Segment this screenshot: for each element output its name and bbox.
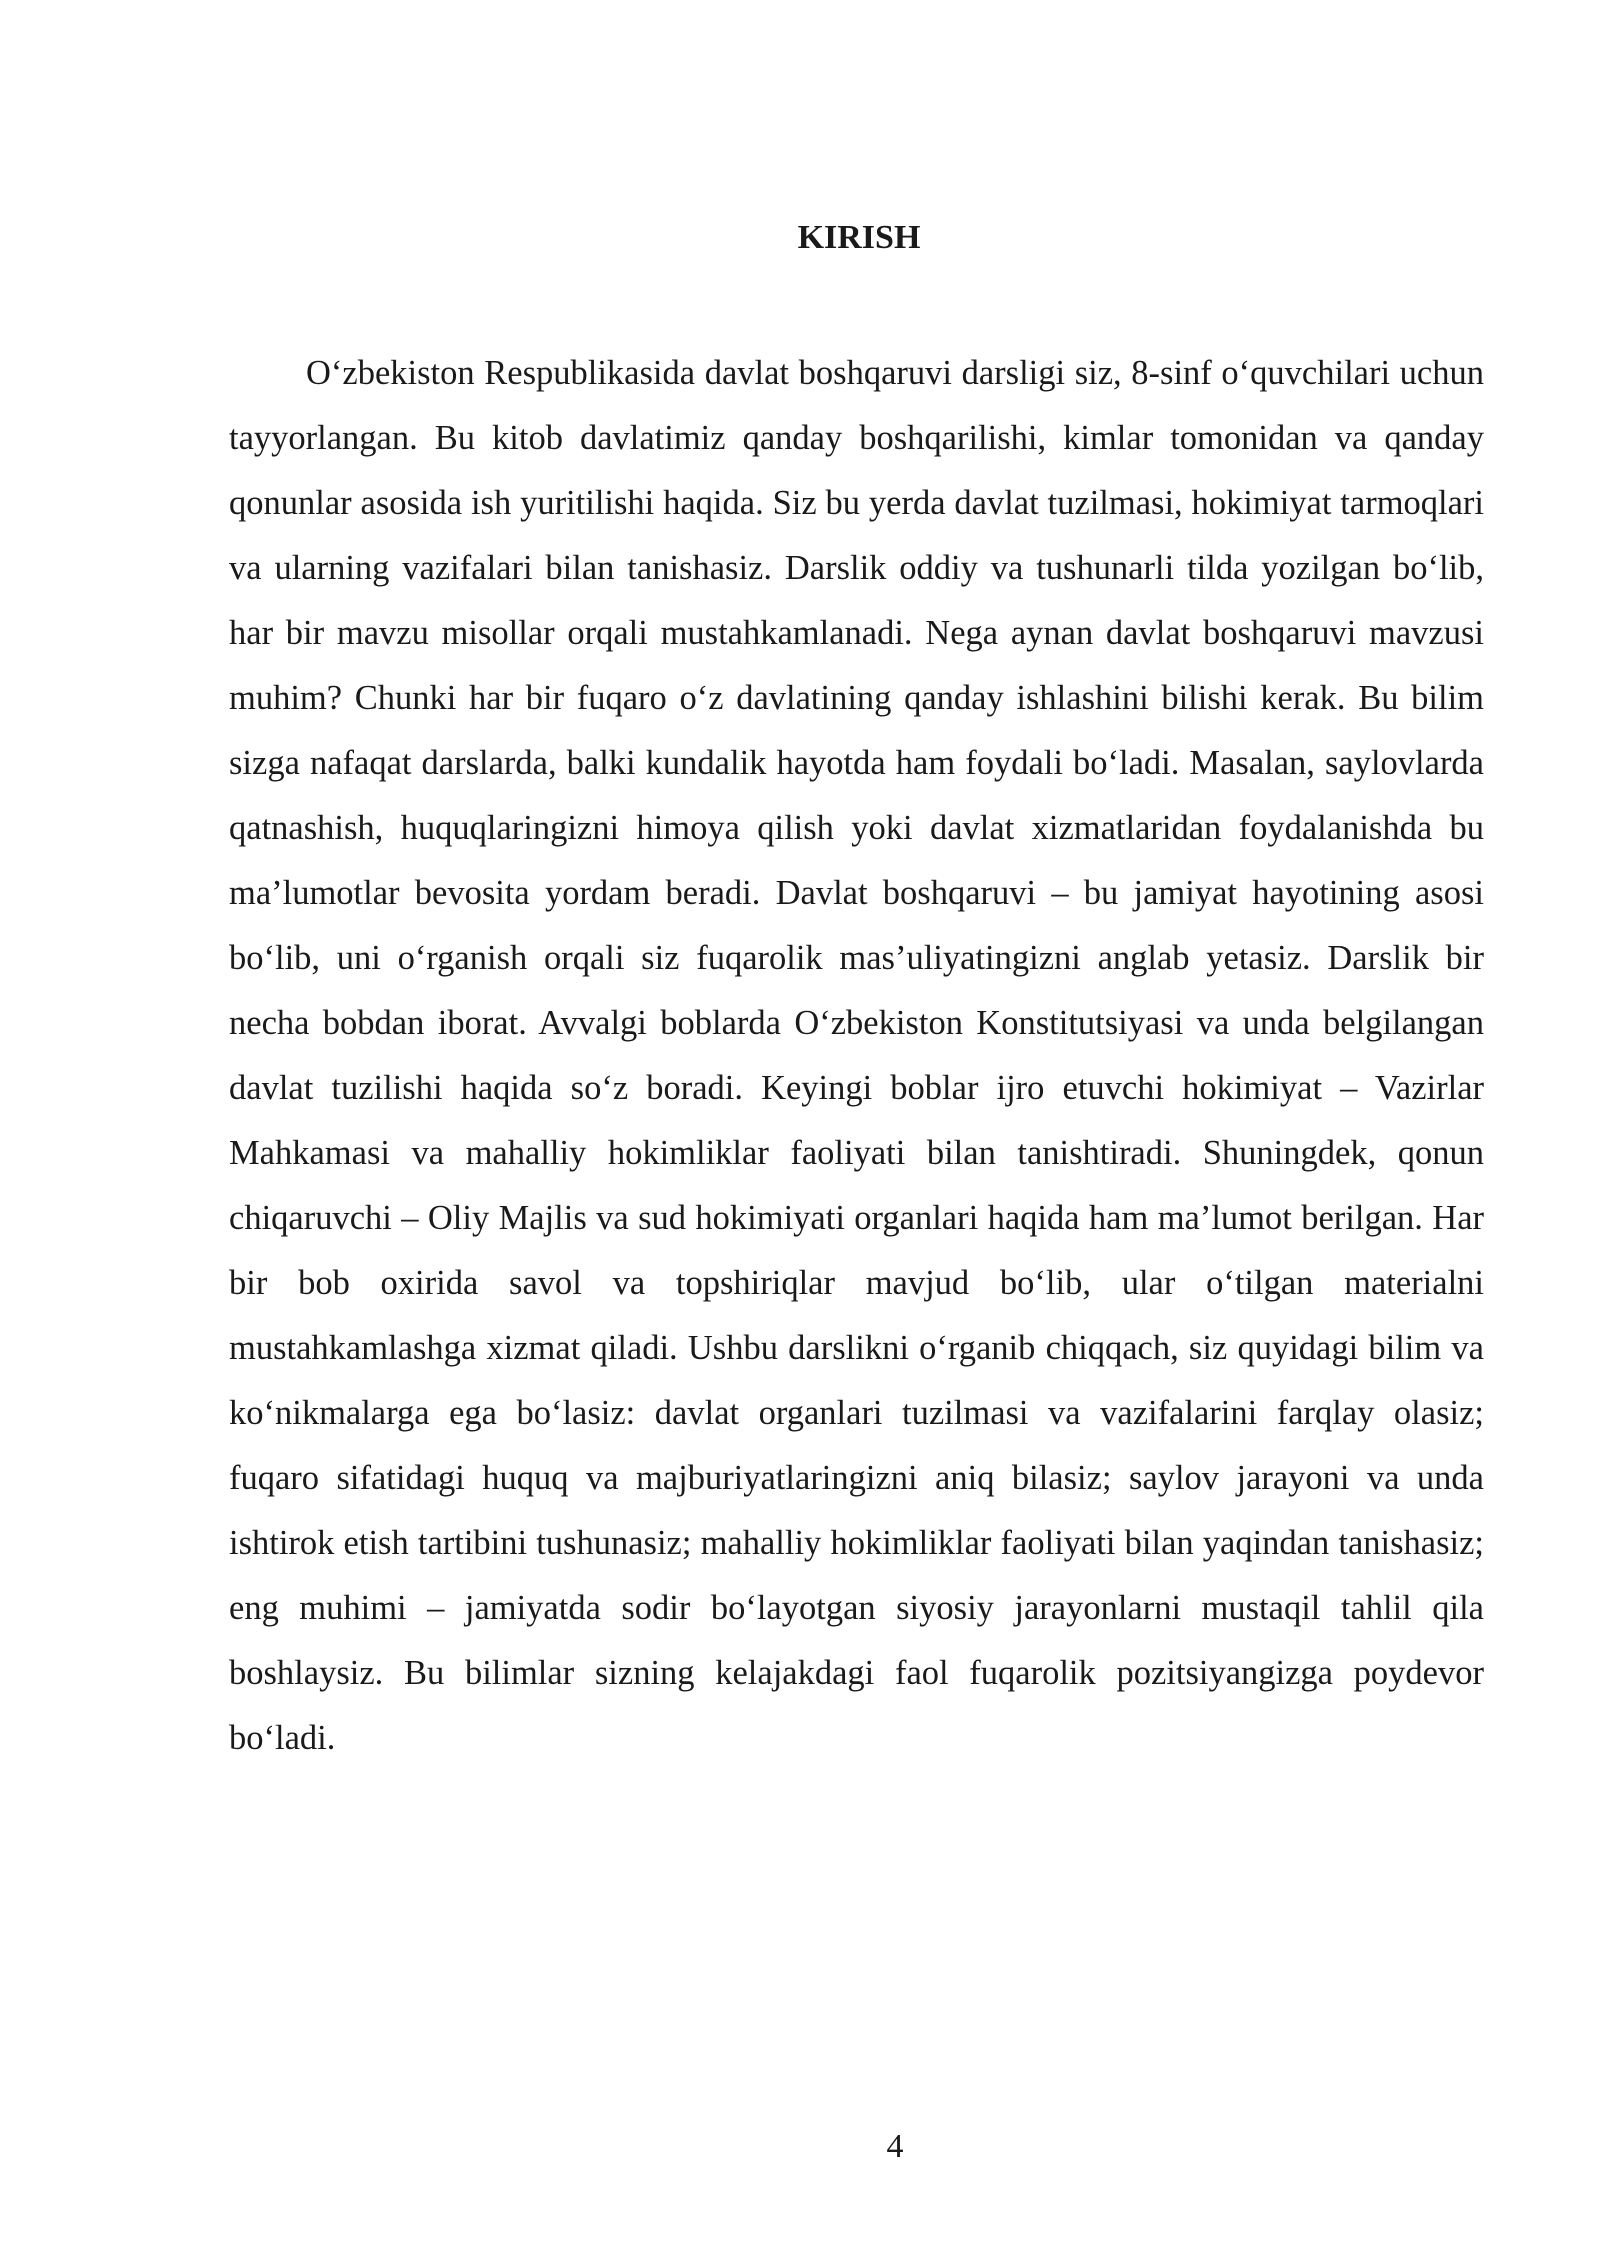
page-number: 4 xyxy=(886,2128,904,2165)
chapter-title: KIRISH xyxy=(797,219,921,256)
body-paragraph: O‘zbekiston Respublikasida davlat boshqaruvi darsligi siz, 8-sinf o‘quvchilari uchun tayyorlangan. Bu kitob davlatimiz qanday boshqarilishi, kimlar tomonidan va qanday qonunlar asosida ish yuritilishi haqida. Siz bu yerda davlat tuzilmasi, hokimiyat tarmoqlari va ularning vazifalari bilan tanishasiz. Darslik oddiy va tushunarli tilda yozilgan bo‘lib, har bir mavzu misollar orqali mustahkamlanadi. Nega aynan davlat boshqaruvi mavzusi muhim? Chunki har bir fuqaro o‘z davlatining qanday ishlashini bilishi kerak. Bu bilim sizga nafaqat darslarda, balki kundalik hayotda ham foydali bo‘ladi. Masalan, saylovlarda qatnashish, huquqlaringizni himoya qilish yoki davlat xizmatlaridan foydalanishda bu ma’lumotlar bevosita yordam beradi. Davlat boshqaruvi – bu jamiyat hayotining asosi bo‘lib, uni o‘rganish orqali siz fuqarolik mas’uliyatingizni anglab yetasiz. Darslik bir necha bobdan iborat. Avvalgi boblarda O‘zbekiston Konstitutsiyasi va unda belgilangan davlat tuzilishi haqida so‘z boradi. Keyingi boblar ijro etuvchi hokimiyat – Vazirlar Mahkamasi va mahalliy hokimliklar faoliyati bilan tanishtiradi. Shuningdek, qonun chiqaruvchi – Oliy Majlis va sud hokimiyati organlari haqida ham ma’lumot berilgan. Har bir bob oxirida savol va topshiriqlar mavjud bo‘lib, ular o‘tilgan materialni mustahkamlashga xizmat qiladi. Ushbu darslikni o‘rganib chiqqach, siz quyidagi bilim va ko‘nikmalarga ega bo‘lasiz: davlat organlari tuzilmasi va vazifalarini farqlay olasiz; fuqaro sifatidagi huquq va majburiyatlaringizni aniq bilasiz; saylov jarayoni va unda ishtirok etish tartibini tushunasiz; mahalliy hokimliklar faoliyati bilan yaqindan tanishasiz; eng muhimi – jamiyatda sodir bo‘layotgan siyosiy jarayonlarni mustaqil tahlil qila boshlaysiz. Bu bilimlar sizning kelajakdagi faol fuqarolik pozitsiyangizga poydevor bo‘ladi. xyxy=(229,354,1484,1757)
